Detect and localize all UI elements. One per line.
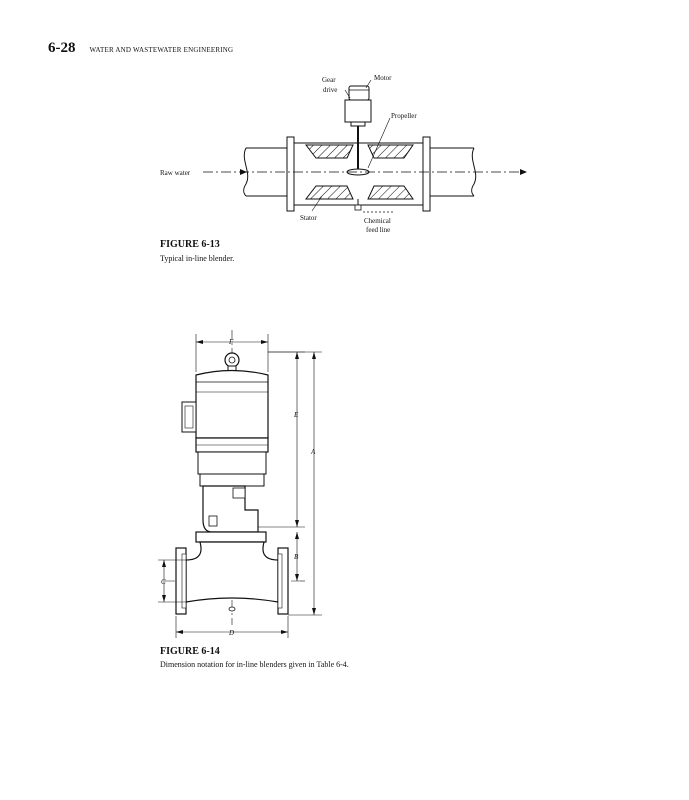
label-gear-drive: Gear — [322, 76, 336, 84]
running-title: WATER AND WASTEWATER ENGINEERING — [89, 46, 234, 54]
left-flange — [287, 137, 294, 211]
dim-label-e: E — [294, 411, 299, 419]
label-raw-water: Raw water — [160, 169, 191, 177]
lifting-eye — [225, 353, 239, 372]
label-chemical-feed-2: feed line — [366, 226, 391, 234]
page-number: 6-28 — [48, 40, 76, 56]
figure-6-14-diagram — [0, 320, 689, 645]
dim-label-a: A — [311, 448, 316, 456]
figure-6-13-caption: Typical in-line blender. — [160, 254, 235, 263]
gear-drive-body — [203, 486, 258, 532]
dim-label-c: C — [161, 578, 166, 586]
figure-6-13-title: FIGURE 6-13 — [160, 239, 220, 250]
label-stator: Stator — [300, 214, 317, 222]
label-propeller: Propeller — [391, 112, 417, 120]
label-chemical-feed: Chemical — [364, 217, 391, 225]
motor-housing — [182, 371, 268, 487]
dim-label-f: F — [229, 338, 234, 346]
figure-6-14-caption: Dimension notation for in-line blenders given in Table 6-4. — [160, 660, 349, 669]
right-flange — [423, 137, 430, 211]
motor-assembly — [345, 86, 371, 126]
tee-top-flange — [196, 532, 266, 542]
label-motor: Motor — [374, 74, 392, 82]
figure-6-13-diagram — [0, 0, 689, 240]
dim-label-b: B — [294, 553, 299, 561]
dim-label-d: D — [229, 629, 235, 637]
figure-6-14-title: FIGURE 6-14 — [160, 646, 220, 657]
label-gear-drive-2: drive — [323, 86, 338, 94]
